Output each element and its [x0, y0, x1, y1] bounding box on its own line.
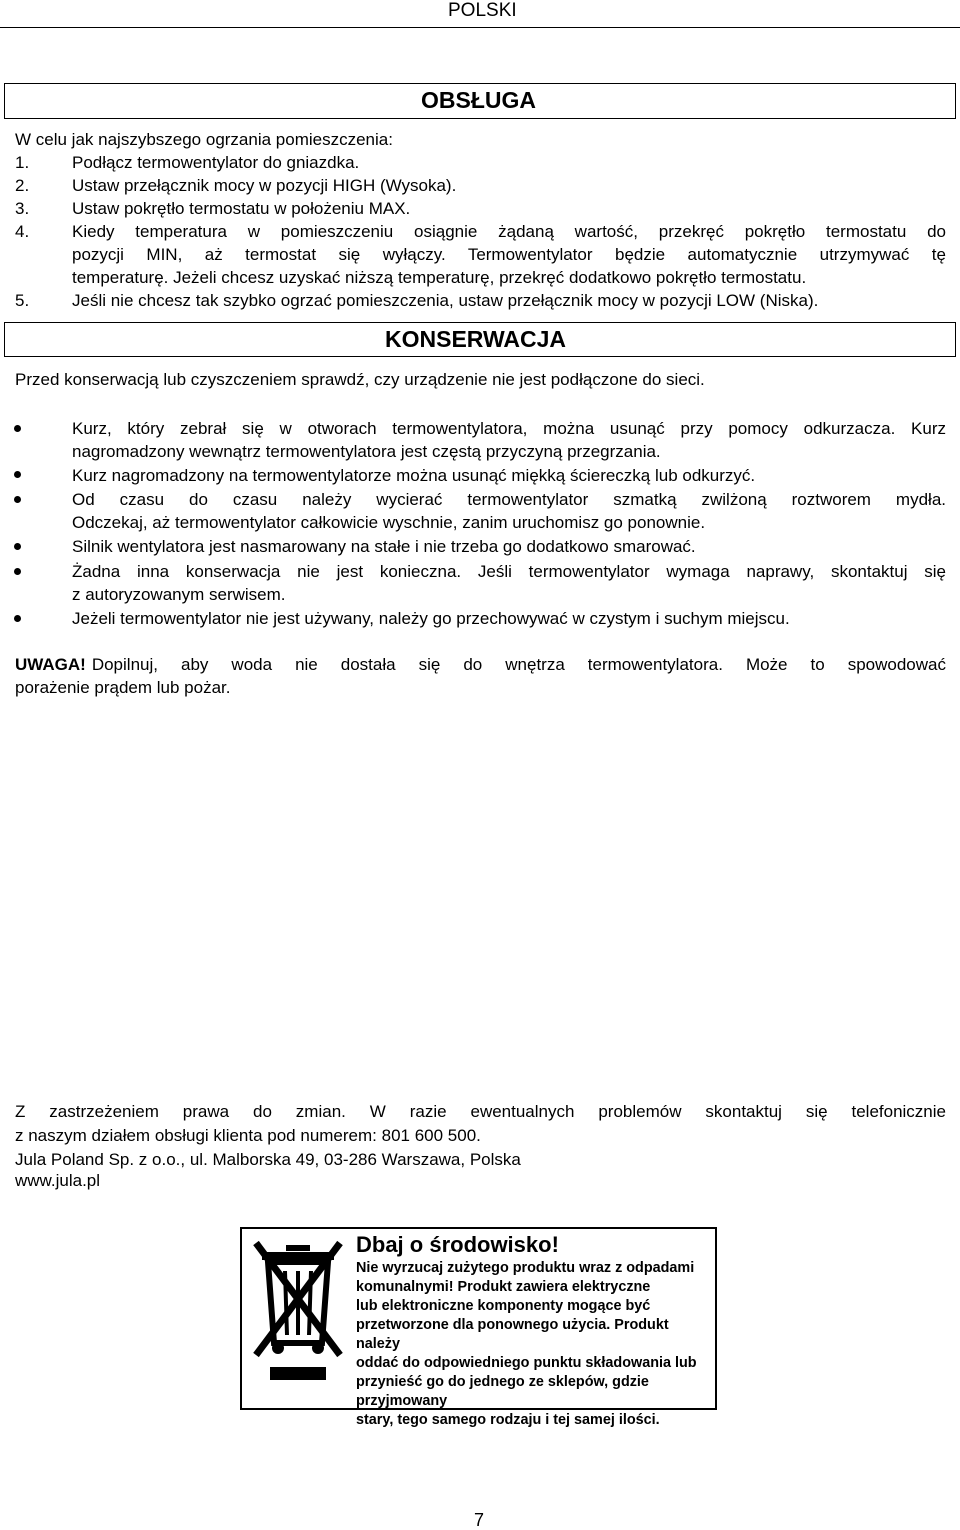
warning-label: UWAGA!: [15, 655, 86, 674]
bullet-text: Kurz nagromadzony na termowentylatorze można usunąć miękką ściereczką lub odkurzyć.: [72, 466, 756, 485]
obsluga-title: OBSŁUGA: [421, 87, 536, 113]
step-text: Kiedy temperatura w pomieszczeniu osiągnie żądaną wartość, przekręć pokrętło termostatu do: [72, 222, 946, 241]
step-text: temperaturę. Jeżeli chcesz uzyskać niższą temperaturę, przekręć dodatkowo pokrętło termostatu.: [72, 268, 807, 287]
bullet-dot: [14, 568, 21, 575]
eco-notice-line: przynieść go do jednego ze sklepów, gdzie przyjmowany: [356, 1374, 649, 1409]
header-divider: [0, 27, 960, 28]
step-number: 2.: [15, 176, 30, 195]
footer-website: www.jula.pl: [15, 1171, 101, 1190]
step-text: Ustaw pokrętło termostatu w położeniu MAX.: [72, 199, 411, 218]
warning-line: [15, 653, 946, 676]
bullet-dot: [14, 425, 21, 432]
footer-address: Jula Poland Sp. z o.o., ul. Malborska 49, 03-286 Warszawa, Polska: [15, 1150, 521, 1169]
eco-notice-line: przetworzone dla ponownego użycia. Produkt należy: [356, 1317, 669, 1352]
footer-notice: Z zastrzeżeniem prawa do zmian. W razie ewentualnych problemów skontaktuj się telefonicznie: [15, 1102, 946, 1121]
eco-notice-line: oddać do odpowiedniego punktu składowania lub: [356, 1355, 697, 1371]
eco-notice-line: stary, tego samego rodzaju i tej samej ilości.: [356, 1412, 660, 1428]
bullet-dot: [14, 543, 21, 550]
konserwacja-intro: Przed konserwacją lub czyszczeniem sprawdź, czy urządzenie nie jest podłączone do sieci.: [15, 370, 705, 389]
eco-notice-text: [356, 1259, 711, 1430]
step-text: Jeśli nie chcesz tak szybko ogrzać pomieszczenia, ustaw przełącznik mocy w pozycji LOW (Niska).: [72, 291, 819, 310]
bullet-text: Jeżeli termowentylator nie jest używany, należy go przechowywać w czystym i suchym miejscu.: [72, 609, 790, 628]
obsluga-intro: W celu jak najszybszego ogrzania pomieszczenia:: [15, 130, 393, 149]
step-number: 3.: [15, 199, 30, 218]
step-text: Podłącz termowentylator do gniazdka.: [72, 153, 360, 172]
footer-phone: z naszym działem obsługi klienta pod numerem: 801 600 500.: [15, 1126, 481, 1145]
bullet-text: Żadna inna konserwacja nie jest konieczna. Jeśli termowentylator wymaga naprawy, skontaktuj się: [72, 562, 946, 581]
konserwacja-title: KONSERWACJA: [385, 326, 567, 352]
bullet-text: Silnik wentylatora jest nasmarowany na stałe i nie trzeba go dodatkowo smarować.: [72, 537, 696, 556]
step-text: pozycji MIN, aż termostat się wyłączy. Termowentylator będzie automatycznie utrzymywać tę: [72, 245, 946, 264]
step-number: 4.: [15, 222, 30, 241]
warning-text-continued: porażenie prądem lub pożar.: [15, 678, 231, 697]
warning-text: Dopilnuj, aby woda nie dostała się do wnętrza termowentylatora. Może to spowodować: [91, 655, 946, 674]
eco-notice-line: Nie wyrzucaj zużytego produktu wraz z odpadami: [356, 1260, 695, 1276]
eco-notice-line: lub elektroniczne komponenty mogące być: [356, 1298, 651, 1314]
crossed-out-bin-icon: [248, 1235, 348, 1405]
bullet-dot: [14, 496, 21, 503]
eco-notice-line: komunalnymi! Produkt zawiera elektryczne: [356, 1279, 651, 1295]
step-text: Ustaw przełącznik mocy w pozycji HIGH (Wysoka).: [72, 176, 457, 195]
bullet-dot: [14, 471, 21, 478]
bullet-text: Odczekaj, aż termowentylator całkowicie wyschnie, zanim uruchomisz go ponownie.: [72, 513, 706, 532]
bullet-text: Od czasu do czasu należy wycierać termowentylator szmatką zwilżoną roztworem mydła.: [72, 490, 946, 509]
eco-notice-title: Dbaj o środowisko!: [356, 1232, 559, 1257]
bullet-text: nagromadzony wewnątrz termowentylatora jest częstą przyczyną przegrzania.: [72, 442, 661, 461]
step-number: 5.: [15, 291, 30, 310]
header-language: POLSKI: [448, 0, 517, 21]
step-number: 1.: [15, 153, 30, 172]
eco-notice-box: [240, 1227, 717, 1428]
page-number: 7: [474, 1510, 485, 1530]
bullet-dot: [14, 615, 21, 622]
bullet-text: z autoryzowanym serwisem.: [72, 585, 286, 604]
bullet-text: Kurz, który zebrał się w otworach termowentylatora, można usunąć przy pomocy odkurzacza. Kurz: [72, 419, 946, 438]
